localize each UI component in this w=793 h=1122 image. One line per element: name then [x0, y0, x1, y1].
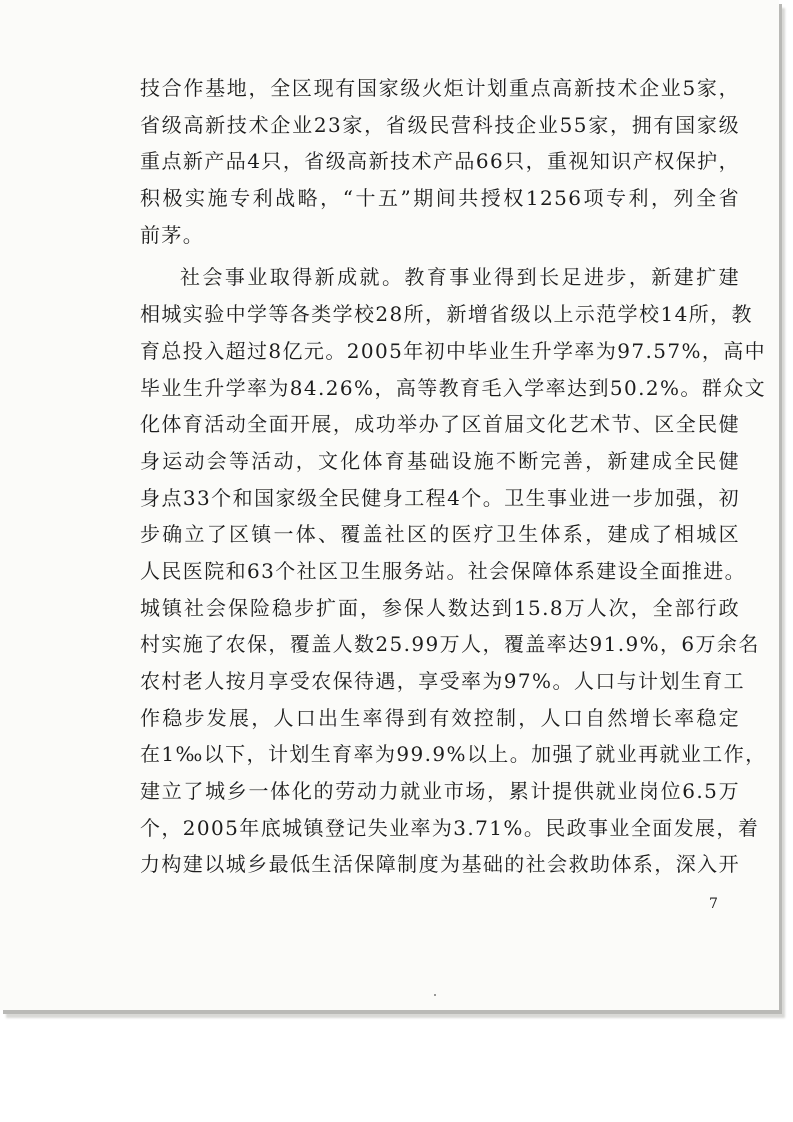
- text-line: 重点新产品4只，省级高新技术产品66只，重视知识产权保护，: [140, 149, 740, 174]
- scan-speck: [434, 994, 436, 996]
- text-line: 技合作基地，全区现有国家级火炬计划重点高新技术企业5家，: [140, 76, 740, 100]
- text-line: 建立了城乡一体化的劳动力就业市场，累计提供就业岗位6.5万: [140, 779, 740, 804]
- text-line: 在1‰以下，计划生育率为99.9%以上。加强了就业再就业工作，: [140, 742, 767, 767]
- text-line: 前茅。: [140, 222, 205, 247]
- text-line: 化体育活动全面开展，成功举办了区首届文化艺术节、区全民健: [140, 412, 740, 437]
- text-line: 个，2005年底城镇登记失业率为3.71%。民政事业全面发展，着: [140, 815, 760, 840]
- text-line: 相城实验中学等各类学校28所，新增省级以上示范学校14所，教: [140, 302, 753, 327]
- text-line: 作稳步发展，人口出生率得到有效控制，人口自然增长率稳定: [140, 705, 740, 730]
- text-line: 人民医院和63个社区卫生服务站。社会保障体系建设全面推进。: [140, 558, 747, 583]
- text-line: 身点33个和国家级全民健身工程4个。卫生事业进一步加强，初: [140, 485, 740, 510]
- paragraph-start-line: 社会事业取得新成就。教育事业得到长足进步，新建扩建: [180, 265, 740, 290]
- body-text: [140, 70, 767, 883]
- text-line: 力构建以城乡最低生活保障制度为基础的社会救助体系，深入开: [140, 852, 740, 877]
- text-line: 步确立了区镇一体、覆盖社区的医疗卫生体系，建成了相城区: [140, 522, 740, 547]
- text-line: 育总投入超过8亿元。2005年初中毕业生升学率为97.57%，高中: [140, 338, 767, 363]
- text-line: 毕业生升学率为84.26%，高等教育毛入学率达到50.2%。群众文: [140, 375, 766, 400]
- page-number: 7: [709, 896, 718, 912]
- text-line: 农村老人按月享受农保待遇，享受率为97%。人口与计划生育工: [140, 669, 746, 693]
- text-line: 城镇社会保险稳步扩面，参保人数达到15.8万人次，全部行政: [140, 595, 740, 620]
- text-line: 村实施了农保，覆盖人数25.99万人，覆盖率达91.9%，6万余名: [140, 632, 760, 657]
- text-line: 身运动会等活动，文化体育基础设施不断完善，新建成全民健: [140, 448, 740, 473]
- text-line: 省级高新技术企业23家，省级民营科技企业55家，拥有国家级: [140, 112, 740, 137]
- text-line: 积极实施专利战略，“十五”期间共授权1256项专利，列全省: [140, 186, 740, 211]
